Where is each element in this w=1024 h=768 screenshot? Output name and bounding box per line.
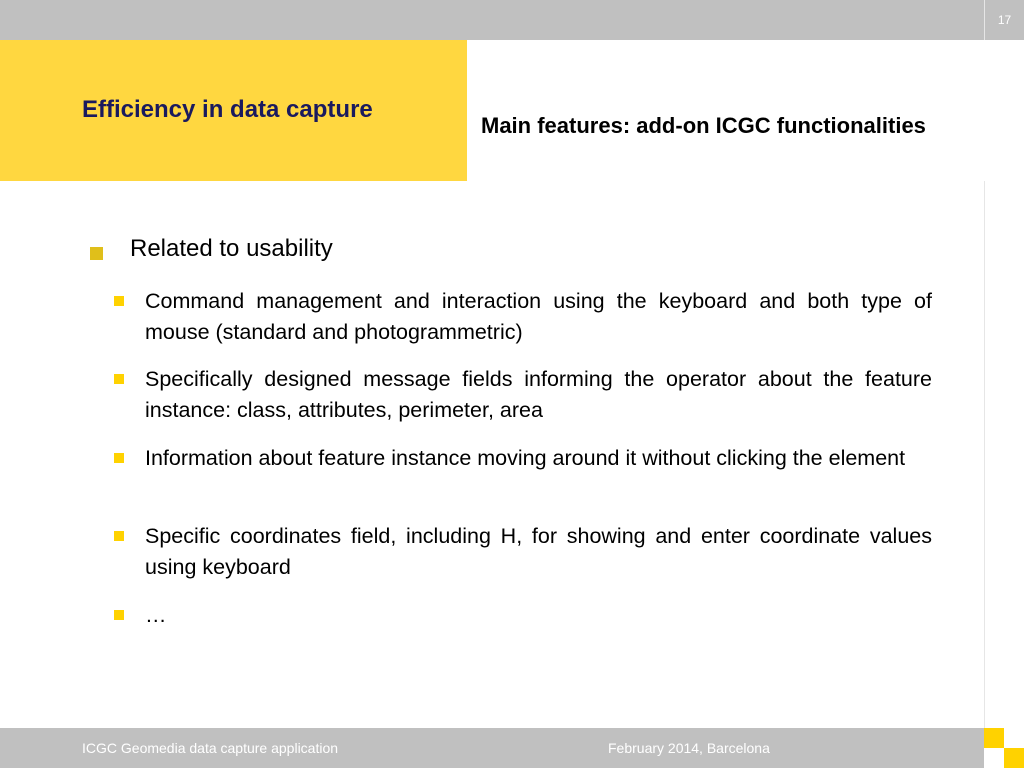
square-bullet-icon bbox=[114, 610, 124, 620]
bullet-heading: Related to usability bbox=[130, 235, 333, 262]
list-item-text: … bbox=[145, 603, 167, 627]
footer-bar bbox=[0, 728, 1024, 768]
right-divider-line bbox=[984, 181, 985, 728]
title-block bbox=[0, 40, 467, 181]
page-number: 17 bbox=[997, 13, 1012, 27]
list-item-text: Specific coordinates field, including H, for showing and enter coordinate values using keyboard bbox=[145, 524, 932, 579]
slide-subtitle: Main features: add-on ICGC functionalities bbox=[481, 113, 926, 138]
square-bullet-icon bbox=[114, 531, 124, 541]
footer-app-name: ICGC Geomedia data capture application bbox=[82, 740, 339, 756]
square-bullet-icon bbox=[114, 296, 124, 306]
square-bullet-icon bbox=[114, 374, 124, 384]
footer-date: February 2014, Barcelona bbox=[608, 740, 770, 756]
square-bullet-icon bbox=[90, 247, 103, 260]
square-bullet-icon bbox=[114, 453, 124, 463]
icgc-logo-icon bbox=[984, 728, 1024, 768]
list-item-text: Command management and interaction using the keyboard and both type of mouse (standard and photogrammetric) bbox=[145, 289, 932, 344]
list-item-text: Information about feature instance moving around it without clicking the element bbox=[145, 446, 906, 470]
top-bar bbox=[0, 0, 1024, 40]
list-item-text: Specifically designed message fields informing the operator about the feature instance: class, attributes, perimeter, area bbox=[145, 367, 932, 422]
slide-title: Efficiency in data capture bbox=[82, 96, 373, 123]
